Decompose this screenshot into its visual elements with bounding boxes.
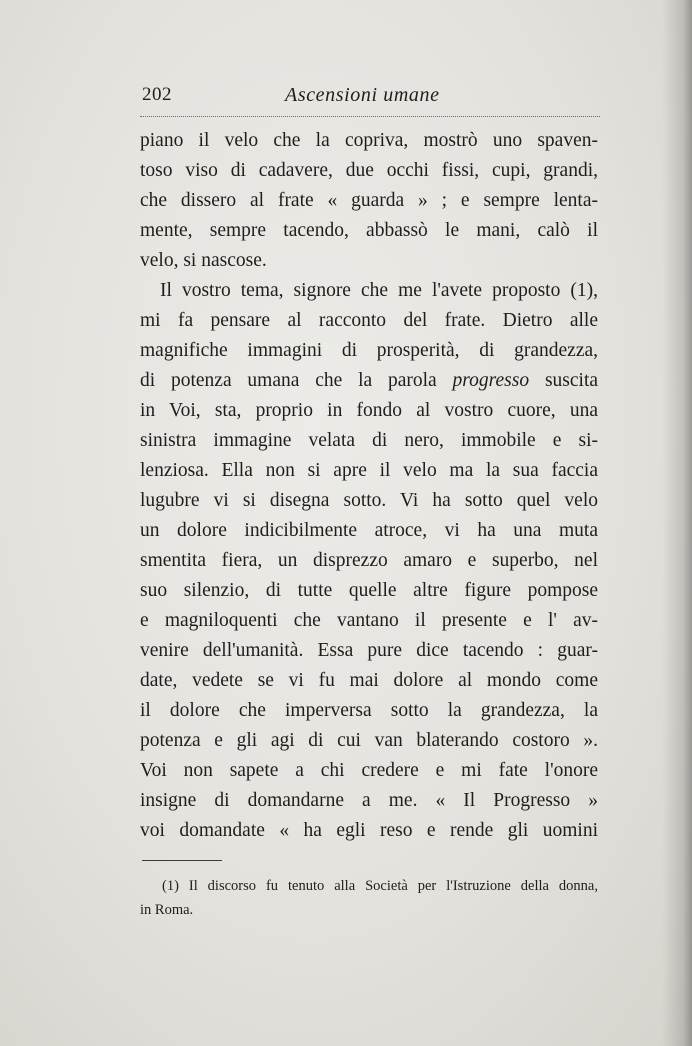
footnote-line: (1) Il discorso fu tenuto alla Società per l'Istruzione della donna, — [162, 878, 598, 894]
page-number: 202 — [142, 84, 172, 105]
text-segment: di potenza umana che la parola — [140, 370, 437, 391]
text-segment: suscita — [544, 370, 598, 391]
text-line: suo silenzio, di tutte quelle altre figure pompose — [140, 580, 598, 601]
text-line: un dolore indicibilmente atroce, vi ha una muta — [140, 520, 598, 541]
text-line: sinistra immagine velata di nero, immobile e si- — [140, 430, 598, 451]
text-line: lenziosa. Ella non si apre il velo ma la sua faccia — [140, 460, 598, 481]
text-line: insigne di domandarne a me. « Il Progresso » — [140, 790, 598, 811]
text-line — [140, 366, 598, 396]
page-header — [142, 84, 600, 110]
text-line: magnifiche immagini di prosperità, di grandezza, — [140, 340, 598, 361]
footnote — [140, 874, 598, 922]
text-line: lugubre vi si disegna sotto. Vi ha sotto quel velo — [140, 490, 598, 511]
text-line: Il vostro tema, signore che me l'avete proposto (1), — [160, 280, 598, 301]
text-line: date, vedete se vi fu mai dolore al mondo come — [140, 670, 598, 691]
text-line: toso viso di cadavere, due occhi fissi, cupi, grandi, — [140, 160, 598, 181]
text-line: voi domandate « ha egli reso e rende gli uomini — [140, 820, 598, 841]
text-line: velo, si nascose. — [140, 250, 267, 271]
body-text — [140, 126, 598, 846]
text-line: e magniloquenti che vantano il presente e l' av- — [140, 610, 598, 631]
text-line: il dolore che imperversa sotto la grandezza, la — [140, 700, 598, 721]
text-line: Voi non sapete a chi credere e mi fate l'onore — [140, 760, 598, 781]
text-line: mi fa pensare al racconto del frate. Dietro alle — [140, 310, 598, 331]
text-line: mente, sempre tacendo, abbassò le mani, calò il — [140, 220, 598, 241]
text-line: piano il velo che la copriva, mostrò uno spaven- — [140, 130, 598, 151]
footnote-rule — [142, 860, 222, 861]
header-rule — [140, 116, 600, 117]
text-line: che dissero al frate « guarda » ; e sempre lenta- — [140, 190, 598, 211]
emphasized-word: progresso — [452, 370, 530, 391]
running-title: Ascensioni umane — [285, 84, 440, 106]
text-line: smentita fiera, un disprezzo amaro e superbo, nel — [140, 550, 598, 571]
page-edge-shadow — [662, 0, 692, 1046]
text-line: potenza e gli agi di cui van blaterando costoro ». — [140, 730, 598, 751]
text-line: in Voi, sta, proprio in fondo al vostro cuore, una — [140, 400, 598, 421]
footnote-line: in Roma. — [140, 902, 194, 918]
text-line: venire dell'umanità. Essa pure dice tacendo : guar- — [140, 640, 598, 661]
